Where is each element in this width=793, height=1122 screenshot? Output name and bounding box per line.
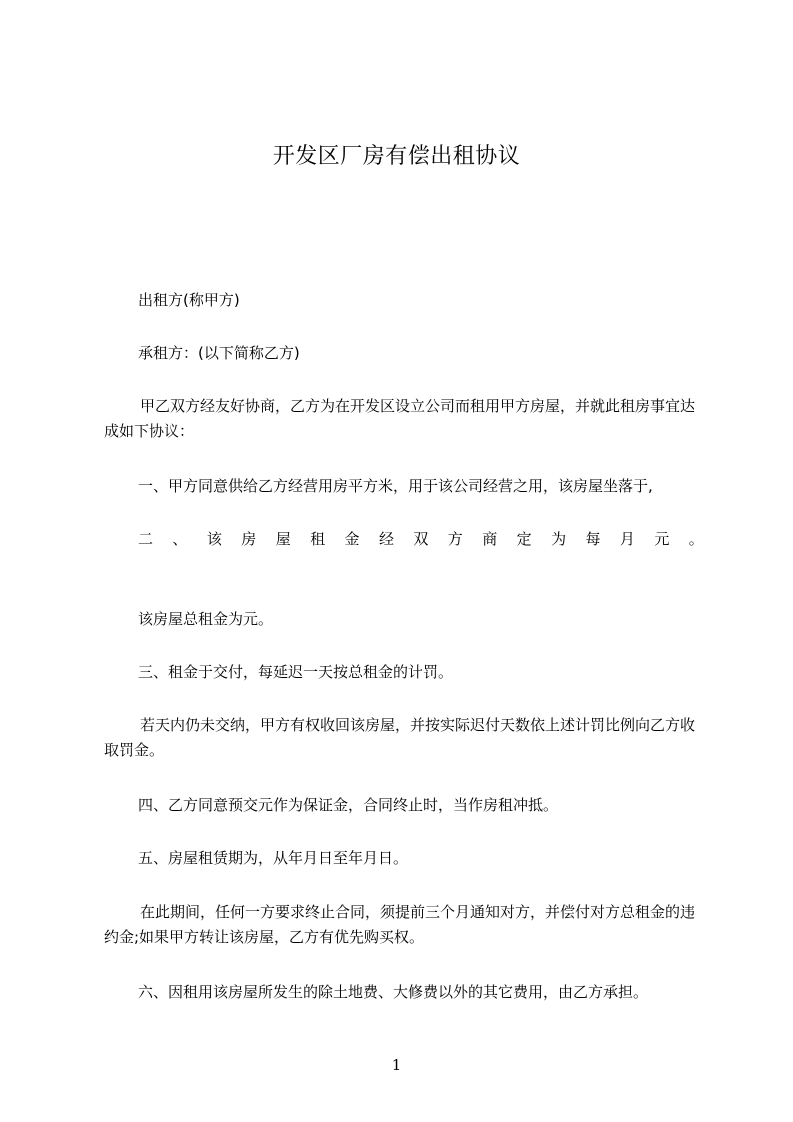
clause-2-char: 为 [551, 530, 567, 548]
clause-3-detail: 若天内仍未交纳，甲方有权收回该房屋，并按实际迟付天数依上述计罚比例向乙方收取罚金。 [104, 716, 696, 759]
clause-2-char: 元 [654, 530, 670, 548]
clause-2-char: 、 [172, 530, 188, 548]
clause-2-char: 商 [482, 530, 498, 548]
total-rent-line: 该房屋总租金为元。 [138, 610, 274, 628]
clause-3: 三、租金于交付，每延迟一天按总租金的计罚。 [138, 663, 454, 681]
page-number: 1 [391, 1056, 402, 1074]
preamble-paragraph: 甲乙双方经友好协商，乙方为在开发区设立公司而租用甲方房屋，并就此租房事宜达成如下协议： [104, 397, 696, 440]
clause-2-char: 屋 [275, 530, 291, 548]
clause-2-char: 。 [688, 530, 704, 548]
clause-1: 一、甲方同意供给乙方经营用房平方米，用于该公司经营之用，该房屋坐落于, [138, 477, 653, 495]
page-title: 开发区厂房有偿出租协议 [272, 144, 521, 169]
lessor-line: 出租方(称甲方) [138, 291, 240, 309]
clause-2-char: 该 [206, 530, 222, 548]
clause-2-char: 二 [138, 530, 154, 548]
clause-5-detail: 在此期间，任何一方要求终止合同，须提前三个月通知对方，并偿付对方总租金的违约金;如果甲方转让该房屋，乙方有优先购买权。 [104, 903, 696, 946]
clause-2 [138, 527, 704, 552]
clause-2-char: 方 [447, 530, 463, 548]
clause-2-char: 经 [378, 530, 394, 548]
clause-2-char: 月 [619, 530, 635, 548]
clause-2-char: 定 [516, 530, 532, 548]
clause-2-char: 双 [413, 530, 429, 548]
clause-5: 五、房屋租赁期为，从年月日至年月日。 [138, 849, 409, 867]
clause-6: 六、因租用该房屋所发生的除土地费、大修费以外的其它费用，由乙方承担。 [138, 983, 649, 1001]
clause-2-char: 租 [310, 530, 326, 548]
clause-2-char: 金 [344, 530, 360, 548]
lessee-line: 承租方：(以下简称乙方) [138, 344, 300, 362]
clause-2-char: 房 [241, 530, 257, 548]
clause-4: 四、乙方同意预交元作为保证金，合同终止时，当作房租冲抵。 [138, 796, 559, 814]
clause-2-char: 每 [585, 530, 601, 548]
